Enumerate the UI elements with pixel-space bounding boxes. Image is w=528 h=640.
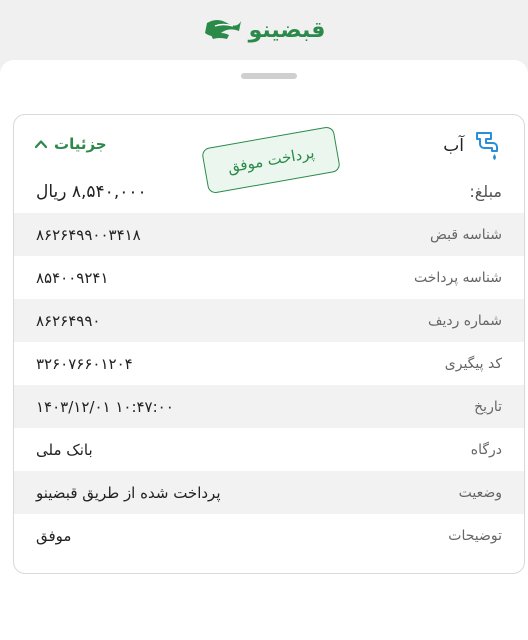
tracking-code-row [14, 342, 524, 385]
row-number-value: ۸۶۲۶۴۹۹۰ [36, 311, 101, 330]
details-label: جزئیات [54, 135, 107, 153]
service-info [443, 129, 500, 163]
water-tap-icon [474, 129, 500, 163]
details-toggle-button[interactable] [34, 135, 107, 153]
description-value: موفق [36, 526, 72, 545]
date-label: تاریخ [474, 398, 502, 415]
brand-logo-icon [203, 17, 243, 43]
tracking-code-value: ۳۲۶۰۷۶۶۰۱۲۰۴ [36, 354, 133, 373]
receipt-card-header [14, 115, 524, 177]
payment-id-label: شناسه پرداخت [413, 269, 502, 286]
status-value: پرداخت شده از طریق قبضینو [36, 483, 221, 502]
payment-id-row [14, 256, 524, 299]
description-row [14, 514, 524, 557]
service-name: آب [443, 136, 464, 156]
bottom-sheet [0, 60, 528, 640]
gateway-row [14, 428, 524, 471]
brand-name: قبضینو [248, 17, 326, 43]
status-label: وضعیت [458, 484, 502, 501]
bill-id-value: ۸۶۲۶۴۹۹۰۰۳۴۱۸ [36, 225, 141, 244]
payment-id-value: ۸۵۴۰۰۹۲۴۱ [36, 268, 109, 287]
bill-id-label: شناسه قبض [430, 226, 502, 243]
receipt-card [13, 114, 525, 574]
brand [203, 17, 326, 43]
chevron-up-icon [34, 137, 48, 151]
row-number-row [14, 299, 524, 342]
sheet-drag-handle[interactable] [241, 73, 297, 79]
amount-label: مبلغ: [469, 182, 502, 201]
gateway-label: درگاه [470, 441, 502, 458]
date-value: ۱۴۰۳/۱۲/۰۱ ۱۰:۴۷:۰۰ [36, 397, 174, 416]
bill-id-row [14, 213, 524, 256]
description-label: توضیحات [448, 527, 502, 544]
amount-value: ۸,۵۴۰,۰۰۰ ریال [36, 181, 147, 202]
row-number-label: شماره ردیف [427, 312, 502, 329]
payment-success-stamp-text: پرداخت موفق [226, 143, 316, 177]
app-header [0, 0, 528, 60]
tracking-code-label: کد پیگیری [444, 355, 502, 372]
status-row [14, 471, 524, 514]
gateway-value: بانک ملی [36, 440, 93, 459]
date-row [14, 385, 524, 428]
amount-row [14, 170, 524, 213]
